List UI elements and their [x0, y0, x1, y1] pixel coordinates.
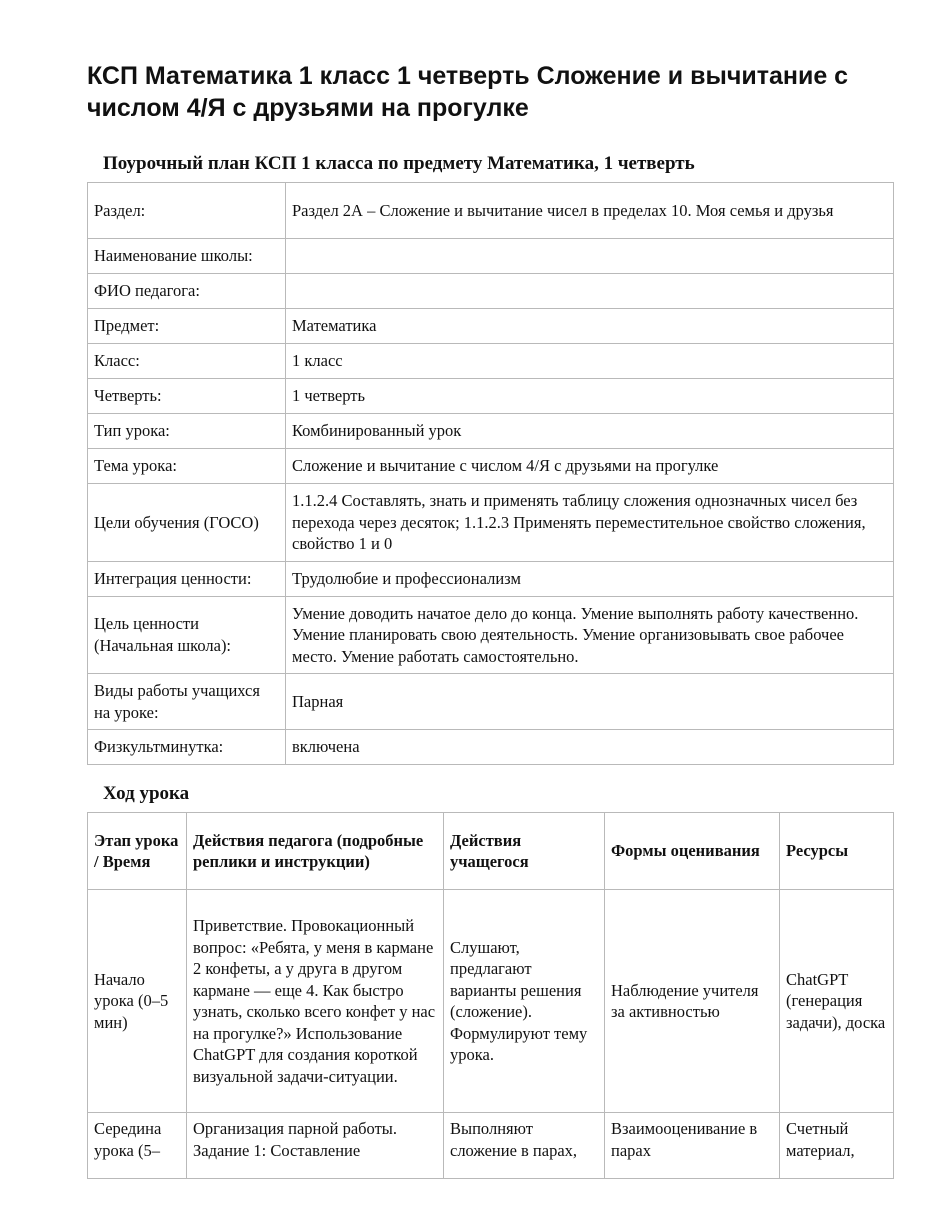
info-value: Сложение и вычитание с числом 4/Я с друзьями на прогулке — [286, 449, 894, 484]
student-actions-cell: Слушают, предлагают варианты решения (сложение). Формулируют тему урока. — [444, 890, 605, 1113]
column-header-stage: Этап урока / Время — [88, 813, 187, 890]
document-page — [87, 60, 893, 1179]
info-row-learning-goals — [88, 484, 894, 562]
student-actions-text: Выполняют сложение в парах, — [450, 1119, 578, 1160]
resources-cell: ChatGPT (генерация задачи), доска — [780, 890, 894, 1113]
table-row — [88, 890, 894, 1113]
info-label: Предмет: — [88, 309, 286, 344]
info-row-grade — [88, 344, 894, 379]
info-row-section — [88, 183, 894, 239]
lesson-info-table — [87, 182, 894, 765]
info-label: Цели обучения (ГОСО) — [88, 484, 286, 562]
info-label: ФИО педагога: — [88, 274, 286, 309]
stage-cell — [88, 1113, 187, 1179]
info-value: Раздел 2А – Сложение и вычитание чисел в пределах 10. Моя семья и друзья — [286, 183, 894, 239]
info-value — [286, 239, 894, 274]
column-header-student: Действия учащегося — [444, 813, 605, 890]
teacher-actions-cell: Приветствие. Провокационный вопрос: «Ребята, у меня в кармане 2 конфеты, а у друга в другом кармане — еще 4. Как быстро узнать, сколько всего конфет у нас на прогулке?» Использование ChatGPT для создания короткой визуальной задачи-ситуации. — [187, 890, 444, 1113]
info-row-topic — [88, 449, 894, 484]
info-label: Тип урока: — [88, 414, 286, 449]
teacher-actions-cell — [187, 1113, 444, 1179]
info-row-lesson-type — [88, 414, 894, 449]
teacher-actions-text: Организация парной работы. Задание 1: Составление — [193, 1119, 397, 1160]
resources-text: Счетный материал, — [786, 1119, 855, 1160]
info-value: Трудолюбие и профессионализм — [286, 561, 894, 596]
stage-cell: Начало урока (0–5 мин) — [88, 890, 187, 1113]
info-value: Умение доводить начатое дело до конца. Умение выполнять работу качественно. Умение планировать свою деятельность. Умение организовывать свое рабочее место. Умение работать самостоятельно. — [286, 596, 894, 674]
page-title: КСП Математика 1 класс 1 четверть Сложение и вычитание с числом 4/Я с друзьями на прогулке — [87, 62, 849, 122]
info-row-physical-break — [88, 730, 894, 765]
table-row — [88, 1113, 894, 1179]
info-value — [286, 274, 894, 309]
info-row-school — [88, 239, 894, 274]
lesson-flow-header-row — [88, 813, 894, 890]
column-header-resources: Ресурсы — [780, 813, 894, 890]
info-row-work-types — [88, 674, 894, 730]
info-label: Цель ценности (Начальная школа): — [88, 596, 286, 674]
info-label: Физкультминутка: — [88, 730, 286, 765]
info-row-value-goal — [88, 596, 894, 674]
info-value: Математика — [286, 309, 894, 344]
info-value: Комбинированный урок — [286, 414, 894, 449]
resources-cell — [780, 1113, 894, 1179]
student-actions-cell — [444, 1113, 605, 1179]
info-value: включена — [286, 730, 894, 765]
info-label: Тема урока: — [88, 449, 286, 484]
info-label: Наименование школы: — [88, 239, 286, 274]
info-row-teacher — [88, 274, 894, 309]
assessment-cell: Наблюдение учителя за активностью — [605, 890, 780, 1113]
info-value: 1.1.2.4 Составлять, знать и применять таблицу сложения однозначных чисел без перехода через десяток; 1.1.2.3 Применять переместительное свойство сложения, свойство 1 и 0 — [286, 484, 894, 562]
info-value: 1 четверть — [286, 379, 894, 414]
info-row-quarter — [88, 379, 894, 414]
column-header-assessment: Формы оценивания — [605, 813, 780, 890]
info-label: Виды работы учащихся на уроке: — [88, 674, 286, 730]
lesson-flow-table — [87, 812, 894, 1179]
info-row-value-integration — [88, 561, 894, 596]
info-value: Парная — [286, 674, 894, 730]
info-row-subject — [88, 309, 894, 344]
info-label: Четверть: — [88, 379, 286, 414]
plan-subtitle: Поурочный план КСП 1 класса по предмету Математика, 1 четверть — [103, 153, 695, 174]
info-label: Класс: — [88, 344, 286, 379]
info-label: Интеграция ценности: — [88, 561, 286, 596]
assessment-text: Взаимооценивание в парах — [611, 1119, 758, 1160]
stage-text: Середина урока (5– — [94, 1119, 162, 1160]
info-value: 1 класс — [286, 344, 894, 379]
lesson-flow-title: Ход урока — [103, 783, 190, 804]
assessment-cell — [605, 1113, 780, 1179]
column-header-teacher: Действия педагога (подробные реплики и инструкции) — [187, 813, 444, 890]
info-label: Раздел: — [88, 183, 286, 239]
